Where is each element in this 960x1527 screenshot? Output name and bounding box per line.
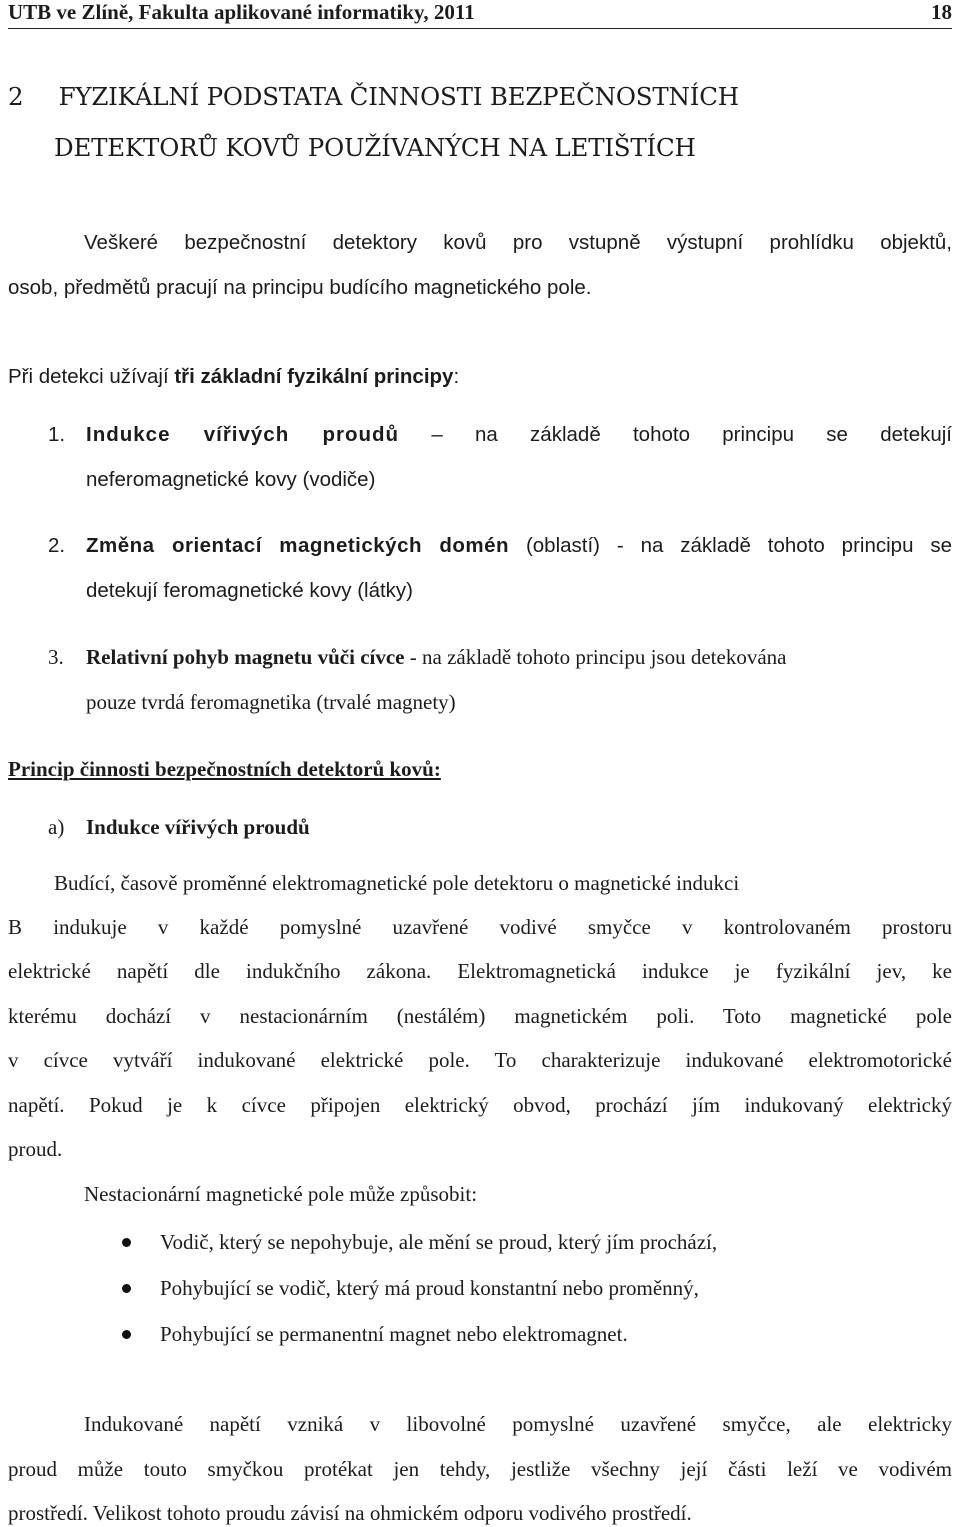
principles-intro: [8, 363, 459, 391]
list-item: Pohybující se vodič, který má proud konstantní nebo proměnný,: [160, 1276, 699, 1300]
paragraph-line: napětí. Pokud je k cívce připojen elektrický obvod, prochází jím indukovaný elektrický: [8, 1093, 952, 1117]
principle-number: 1.: [48, 423, 66, 446]
principle-text: (oblastí) - na základě tohoto principu se: [509, 534, 952, 557]
principle-text: – na základě tohoto principu se detekují: [399, 423, 952, 446]
principle-number: 2.: [48, 534, 66, 557]
principle-line2: pouze tvrdá feromagnetika (trvalé magnety): [86, 690, 456, 714]
principle-number: 3.: [48, 645, 64, 669]
paragraph-line: proud.: [8, 1137, 63, 1161]
principles-intro-colon: :: [453, 365, 460, 388]
principle-line2: detekují feromagnetické kovy (látky): [86, 579, 413, 602]
paragraph-line: elektrické napětí dle indukčního zákona. Elektromagnetická indukce je fyzikální jev, ke: [8, 959, 952, 983]
list-item: Pohybující se permanentní magnet nebo elektromagnet.: [160, 1322, 628, 1346]
paragraph-line: Budící, časově proměnné elektromagnetické pole detektoru o magnetické indukci: [54, 871, 740, 895]
principle-item-1: [86, 421, 952, 449]
paragraph-line: prostředí. Velikost tohoto proudu závisí na ohmickém odporu vodivého prostředí.: [8, 1501, 692, 1525]
principle-title: Změna orientací magnetických domén: [86, 534, 510, 557]
section-heading: Princip činnosti bezpečnostních detektorů kovů:: [8, 757, 441, 781]
chapter-title-line1: FYZIKÁLNÍ PODSTATA ČINNOSTI BEZPEČNOSTNÍCH: [58, 82, 739, 111]
bullet-icon: [122, 1238, 131, 1247]
header-institution: UTB ve Zlíně, Fakulta aplikované informatiky, 2011: [8, 0, 475, 24]
principles-intro-bold: tři základní fyzikální principy: [174, 365, 454, 388]
paragraph-line: Indukované napětí vzniká v libovolné pomyslné uzavřené smyčce, ale elektricky: [84, 1412, 952, 1436]
paragraph-line: v cívce vytváří indukované elektrické pole. To charakterizuje indukované elektromotorické: [8, 1048, 952, 1072]
list-item: Vodič, který se nepohybuje, ale mění se proud, který jím prochází,: [160, 1230, 718, 1254]
nonstationary-intro: Nestacionární magnetické pole může způsobit:: [84, 1182, 478, 1206]
page-header: [8, 0, 952, 29]
paragraph-line: B indukuje v každé pomyslné uzavřené vodivé smyčce v kontrolovaném prostoru: [8, 915, 952, 939]
chapter-number: 2: [8, 82, 24, 111]
bullet-icon: [122, 1284, 131, 1293]
principle-item-2: [86, 532, 952, 560]
principle-text: - na základě tohoto principu jsou detekována: [404, 645, 787, 669]
intro-line1: Veškeré bezpečnostní detektory kovů pro vstupně výstupní prohlídku objektů,: [84, 231, 952, 254]
chapter-title-line2: DETEKTORŮ KOVŮ POUŽÍVANÝCH NA LETIŠTÍCH: [54, 133, 696, 162]
page-number: 18: [931, 0, 952, 24]
principle-item-3: [86, 643, 786, 671]
paragraph-line: kterému dochází v nestacionárním (nestálém) magnetickém poli. Toto magnetické pole: [8, 1004, 952, 1028]
principles-intro-text: Při detekci užívají: [8, 365, 175, 388]
bullet-icon: [122, 1330, 131, 1339]
subsection-label: a): [48, 815, 65, 839]
paragraph-line: proud může touto smyčkou protékat jen tehdy, jestliže všechny její části leží ve vodivém: [8, 1457, 952, 1481]
principle-line2: neferomagnetické kovy (vodiče): [86, 468, 376, 491]
subsection-title: Indukce vířivých proudů: [86, 815, 310, 839]
principle-title: Relativní pohyb magnetu vůči cívce: [86, 645, 405, 669]
intro-line2: osob, předmětů pracují na principu budícího magnetického pole.: [8, 276, 592, 299]
chapter-title: [8, 82, 739, 111]
principle-title: Indukce vířivých proudů: [86, 423, 400, 446]
